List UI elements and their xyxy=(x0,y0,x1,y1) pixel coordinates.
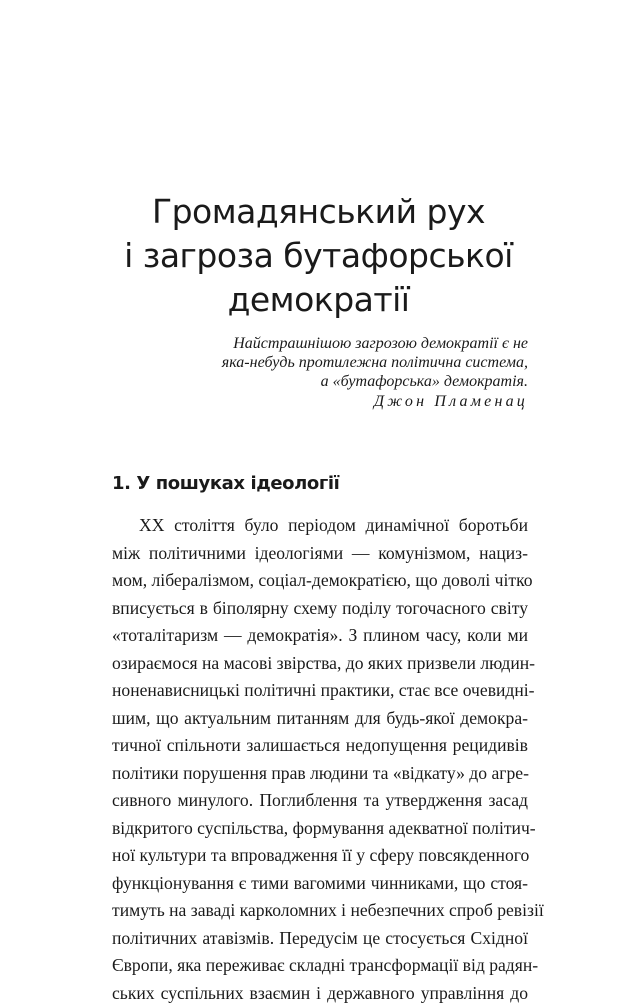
paragraph-line: політики порушення прав людини та «відкату» до агре- xyxy=(112,760,528,788)
epigraph-line: а «бутафорська» демократія. xyxy=(190,372,528,391)
chapter-title-line: Громадянський рух xyxy=(60,190,577,234)
paragraph-line: ноненависницькі політичні практики, стає все очевидні- xyxy=(112,677,528,705)
chapter-title-line: демократії xyxy=(60,278,577,322)
epigraph-author: Джон Пламенац xyxy=(190,392,528,411)
paragraph-line: мом, лібералізмом, соціал-демократією, що доволі чітко xyxy=(112,567,528,595)
paragraph-line: тичної спільноти залишається недопущення рецидивів xyxy=(112,732,528,760)
section-heading: 1. У пошуках ідеології xyxy=(112,472,339,496)
body-paragraph xyxy=(112,512,528,1007)
paragraph-line: шим, що актуальним питанням для будь-якої демокра- xyxy=(112,705,528,733)
epigraph-line: яка-небудь протилежна політична система, xyxy=(190,353,528,372)
paragraph-line: «тоталітаризм — демократія». З плином часу, коли ми xyxy=(112,622,528,650)
paragraph-line: озираємося на масові звірства, до яких призвели людин- xyxy=(112,650,528,678)
paragraph-line: ських суспільних взаємин і державного управління до xyxy=(112,980,528,1007)
paragraph-line: тимуть на заваді карколомних і небезпечних спроб ревізії xyxy=(112,897,528,925)
epigraph xyxy=(190,334,528,411)
chapter-title-line: і загроза бутафорської xyxy=(60,234,577,278)
paragraph-line: між політичними ідеологіями — комунізмом, нациз- xyxy=(112,540,528,568)
paragraph-line: ХХ століття було періодом динамічної боротьби xyxy=(112,512,528,540)
paragraph-line: вписується в біполярну схему поділу тогочасного світу xyxy=(112,595,528,623)
paragraph-line: ної культури та впровадження її у сферу повсякденного xyxy=(112,842,528,870)
paragraph-line: відкритого суспільства, формування адекватної політич- xyxy=(112,815,528,843)
chapter-title xyxy=(60,190,577,322)
paragraph-line: політичних атавізмів. Передусім це стосується Східної xyxy=(112,925,528,953)
epigraph-line: Найстрашнішою загрозою демократії є не xyxy=(190,334,528,353)
paragraph-line: функціонування є тими вагомими чинниками, що стоя- xyxy=(112,870,528,898)
paragraph-line: сивного минулого. Поглиблення та утвердження засад xyxy=(112,787,528,815)
paragraph-line: Європи, яка переживає складні трансформації від радян- xyxy=(112,952,528,980)
